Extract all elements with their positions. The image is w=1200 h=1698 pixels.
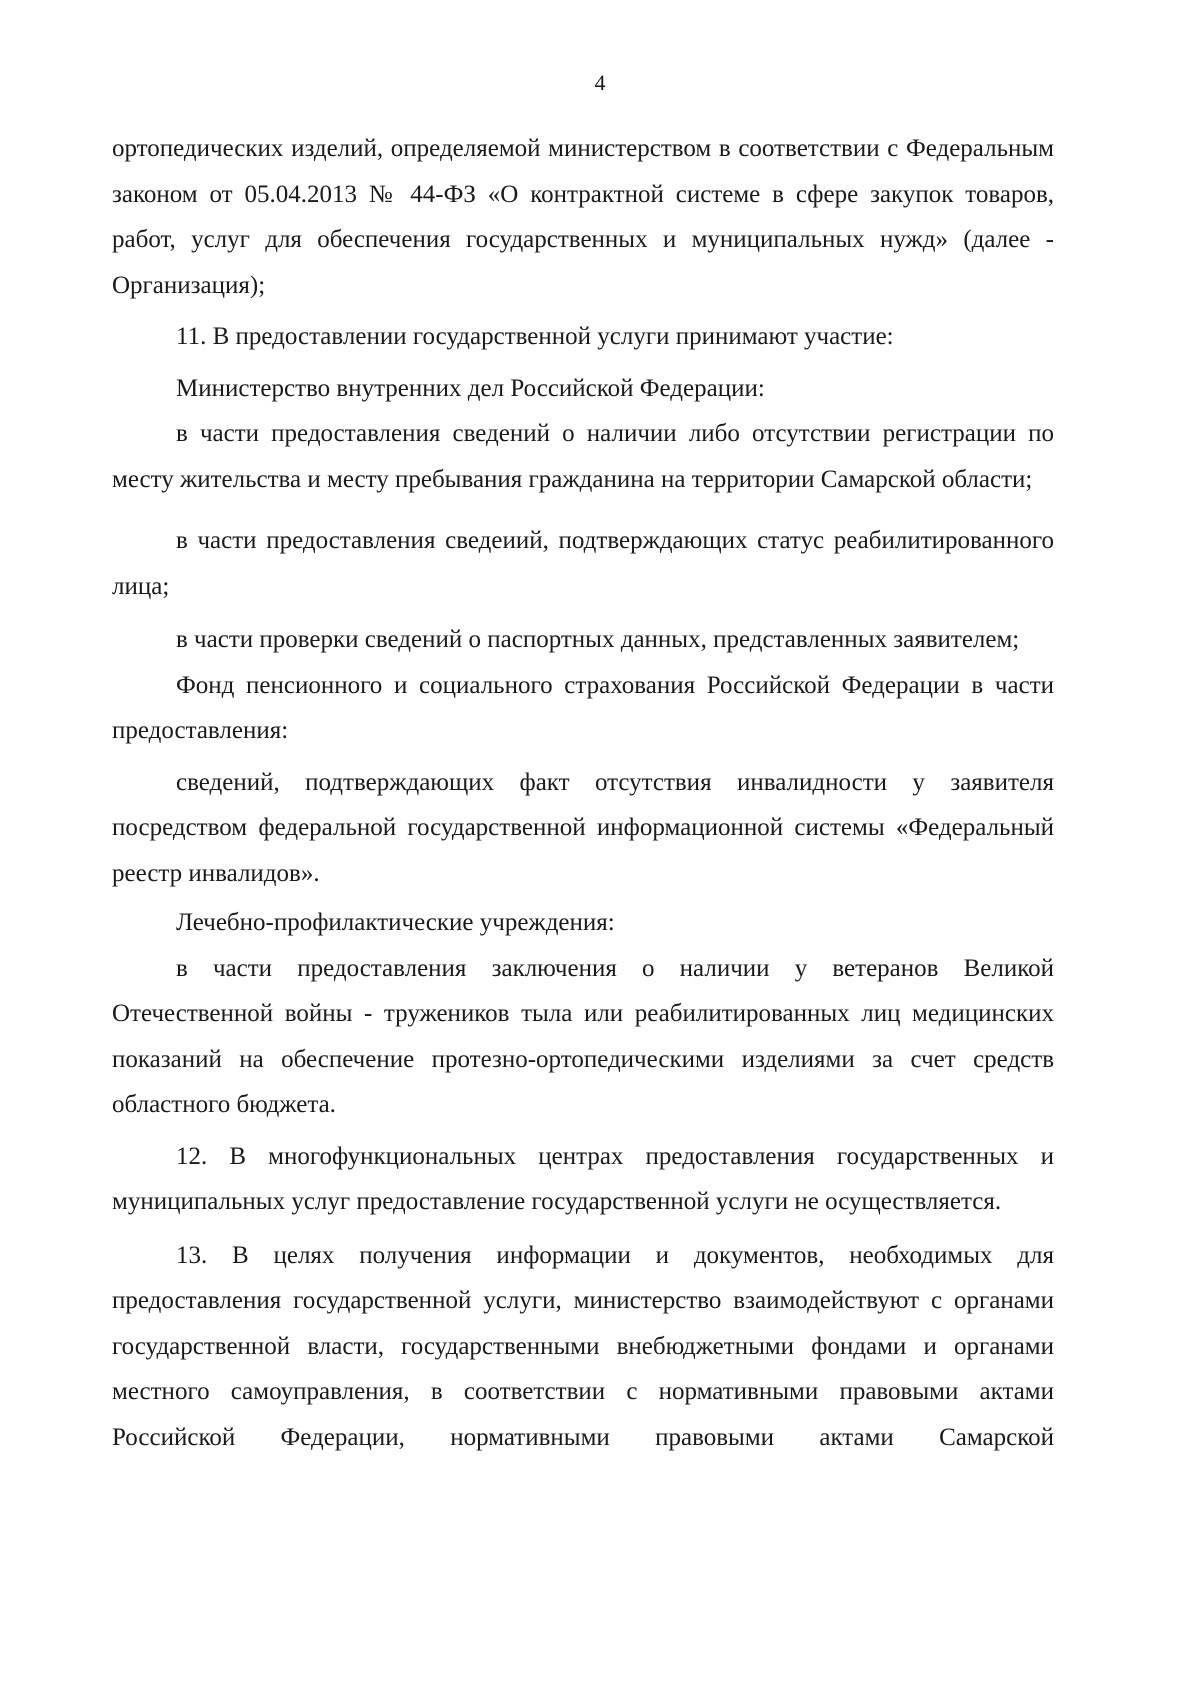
document-body [112,126,1054,1460]
page-number: 4 [594,70,606,95]
paragraph-sfr: Фонд пенсионного и социального страхования Российской Федерации в части предоставления: [112,671,1054,744]
paragraph-medical-conclusion: в части предоставления заключения о наличии у ветеранов Великой Отечественной войны - тружеников тыла или реабилитированных лиц медицинских показаний на обеспечение протезно-ортопедическими изделиями за счет средств областного бюджета. [112,954,1054,1118]
paragraph-mvd-passport: в части проверки сведений о паспортных данных, представленных заявителем; [176,626,1020,653]
paragraph-sfr-disability: сведений, подтверждающих факт отсутствия инвалидности у заявителя посредством федеральной государственной информационной системы «Федеральный реестр инвалидов». [112,768,1054,887]
paragraph-12: 12. В многофункциональных центрах предоставления государственных и муниципальных услуг предоставление государственной услуги не осуществляется. [112,1142,1054,1215]
paragraph-mvd-registration: в части предоставления сведений о наличии либо отсутствии регистрации по месту жительства и месту пребывания гражданина на территории Самарской области; [112,420,1054,493]
paragraph-continuation: ортопедических изделий, определяемой министерством в соответствии с Федеральным законом от 05.04.2013 № 44-ФЗ «О контрактной системе в сфере закупок товаров, работ, услуг для обеспечения государственных и муниципальных нужд» (далее - Организация); [112,135,1054,299]
paragraph-11: 11. В предоставлении государственной услуги принимают участие: [176,323,894,350]
paragraph-mvd-rehabilitated: в части предоставления сведеиий, подтверждающих статус реабилитированного лица; [112,527,1054,600]
paragraph-13: 13. В целях получения информации и документов, необходимых для предоставления государственной услуги, министерство взаимодействуют с органами государственной власти, государственными внебюджетными фондами и органами местного самоуправления, в соответствии с нормативными правовыми актами Российской Федерации, нормативными правовыми актами Самарской [112,1241,1054,1451]
paragraph-medical: Лечебно-профилактические учреждения: [176,909,615,936]
paragraph-mvd: Министерство внутренних дел Российской Федерации: [176,374,765,402]
